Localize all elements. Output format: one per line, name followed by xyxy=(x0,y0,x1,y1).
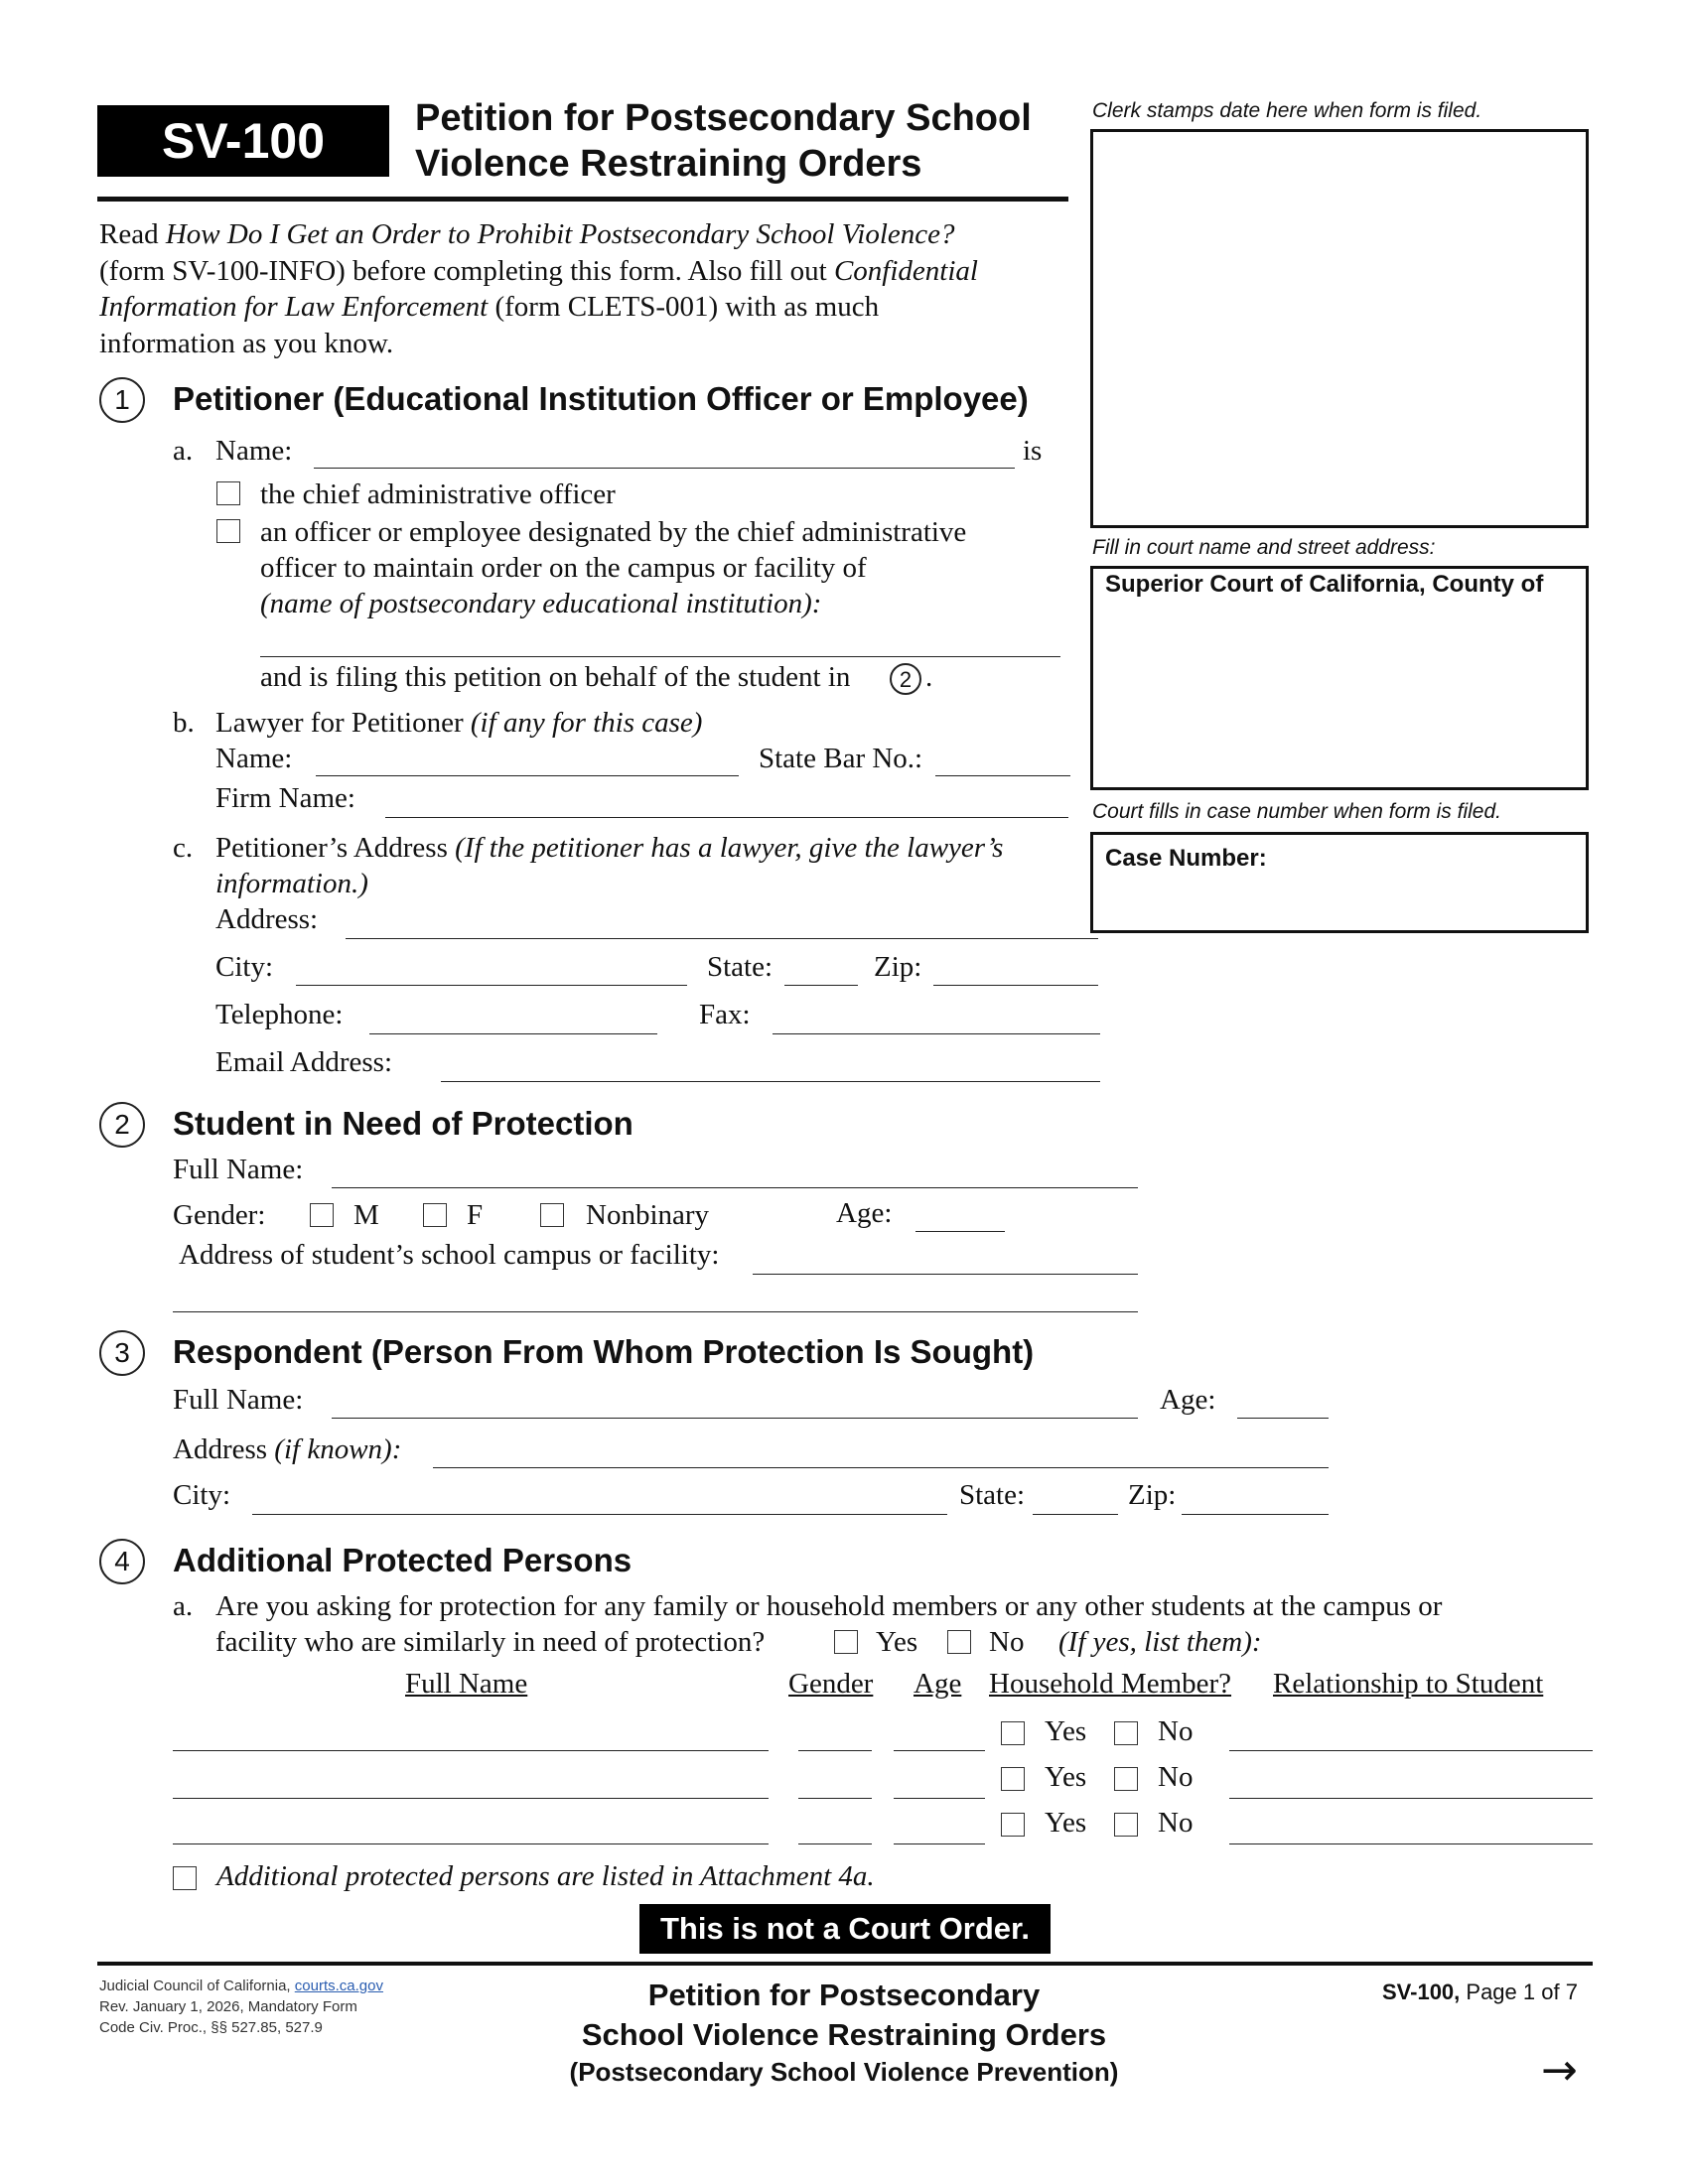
s1-a-is: is xyxy=(1023,435,1043,467)
person-2-name-field[interactable] xyxy=(173,1798,769,1799)
person-3-yes-label: Yes xyxy=(1045,1807,1087,1839)
s1-b-letter: b. xyxy=(173,707,195,739)
respondent-state-label: State: xyxy=(959,1479,1026,1511)
filing-ref-circle: 2 xyxy=(890,663,921,695)
respondent-state-field[interactable] xyxy=(1033,1514,1118,1515)
col-relationship: Relationship to Student xyxy=(1273,1668,1544,1700)
lawyer-title: Lawyer for Petitioner (if any for this case) xyxy=(215,707,703,739)
state-bar-field[interactable] xyxy=(935,775,1070,776)
person-2-relationship-field[interactable] xyxy=(1229,1798,1593,1799)
person-1-household-no-checkbox[interactable] xyxy=(1114,1721,1138,1745)
zip-field[interactable] xyxy=(933,985,1098,986)
student-gender-label: Gender: xyxy=(173,1199,266,1231)
section-3-number: 3 xyxy=(99,1330,145,1376)
person-1-name-field[interactable] xyxy=(173,1750,769,1751)
respondent-address-field[interactable] xyxy=(433,1467,1329,1468)
additional-list-hint: (If yes, list them): xyxy=(1058,1626,1262,1658)
form-id-block xyxy=(97,105,389,177)
col-full-name: Full Name xyxy=(405,1668,528,1700)
page-number: SV-100, Page 1 of 7 xyxy=(1382,1979,1578,2004)
s1-a-letter: a. xyxy=(173,435,194,467)
attachment-4a-checkbox[interactable] xyxy=(173,1866,197,1890)
person-3-household-no-checkbox[interactable] xyxy=(1114,1813,1138,1837)
email-label: Email Address: xyxy=(215,1046,393,1078)
header-rule xyxy=(97,197,1068,202)
person-3-age-field[interactable] xyxy=(894,1843,985,1844)
intro-text: Read How Do I Get an Order to Prohibit Postsecondary School Violence? (form SV-100-INFO) before completing this form. Also fill out Confidential Information for Law Enforcement (form CLETS-001) with as much information as you know. xyxy=(99,218,978,359)
person-3-household-yes-checkbox[interactable] xyxy=(1001,1813,1025,1837)
footer-title: Petition for Postsecondary School Violence Restraining Orders (Postsecondary School Violence Prevention) xyxy=(569,1978,1119,2087)
section-2-number: 2 xyxy=(99,1102,145,1148)
col-age: Age xyxy=(914,1668,962,1700)
additional-yes-label: Yes xyxy=(876,1626,918,1658)
campus-address-label: Address of student’s school campus or facility: xyxy=(179,1239,720,1271)
s1-a-name-label: Name: xyxy=(215,435,293,467)
state-label: State: xyxy=(707,951,774,983)
section-1-title: Petitioner (Educational Institution Officer or Employee) xyxy=(173,380,1029,417)
person-3-no-label: No xyxy=(1158,1807,1194,1839)
clerk-stamp-box[interactable] xyxy=(1090,129,1589,528)
city-field[interactable] xyxy=(296,985,687,986)
case-number-label: Court fills in case number when form is filed. xyxy=(1092,800,1501,823)
state-bar-label: State Bar No.: xyxy=(759,743,923,774)
person-1-household-yes-checkbox[interactable] xyxy=(1001,1721,1025,1745)
footer-rule xyxy=(97,1962,1593,1966)
institution-name-field[interactable] xyxy=(260,656,1060,657)
section-3-title: Respondent (Person From Whom Protection Is Sought) xyxy=(173,1333,1035,1370)
telephone-label: Telephone: xyxy=(215,999,344,1030)
courts-link[interactable]: courts.ca.gov xyxy=(294,1978,383,1994)
respondent-city-field[interactable] xyxy=(252,1514,947,1515)
person-2-household-no-checkbox[interactable] xyxy=(1114,1767,1138,1791)
court-name-box[interactable] xyxy=(1090,566,1589,790)
chief-officer-label: the chief administrative officer xyxy=(260,478,616,510)
case-number-box[interactable] xyxy=(1090,832,1589,933)
lawyer-name-field[interactable] xyxy=(316,775,739,776)
respondent-zip-label: Zip: xyxy=(1128,1479,1177,1511)
petitioner-name-field[interactable] xyxy=(314,468,1015,469)
respondent-age-field[interactable] xyxy=(1237,1418,1329,1419)
s1-c-letter: c. xyxy=(173,832,194,864)
respondent-address-label: Address (if known): xyxy=(173,1433,402,1465)
filing-end: . xyxy=(925,661,933,693)
section-1-number: 1 xyxy=(99,377,145,423)
designated-officer-checkbox[interactable] xyxy=(216,519,240,543)
email-field[interactable] xyxy=(441,1081,1100,1082)
gender-f-label: F xyxy=(467,1199,484,1231)
petitioner-address-title: Petitioner’s Address (If the petitioner has a lawyer, give the lawyer’s information.) xyxy=(215,832,1004,899)
person-3-relationship-field[interactable] xyxy=(1229,1843,1593,1844)
next-page-arrow-icon[interactable]: → xyxy=(1541,2045,1578,2096)
gender-m-label: M xyxy=(353,1199,379,1231)
gender-f-checkbox[interactable] xyxy=(423,1203,447,1227)
firm-name-label: Firm Name: xyxy=(215,782,355,814)
address-field[interactable] xyxy=(346,938,1098,939)
respondent-age-label: Age: xyxy=(1160,1384,1216,1416)
section-4-title: Additional Protected Persons xyxy=(173,1542,633,1578)
col-household: Household Member? xyxy=(989,1668,1232,1700)
court-name-label: Fill in court name and street address: xyxy=(1092,536,1436,559)
additional-yes-checkbox[interactable] xyxy=(834,1630,858,1654)
lawyer-name-label: Name: xyxy=(215,743,293,774)
telephone-field[interactable] xyxy=(369,1033,657,1034)
person-2-gender-field[interactable] xyxy=(798,1798,872,1799)
respondent-city-label: City: xyxy=(173,1479,231,1511)
clerk-stamp-label: Clerk stamps date here when form is filed. xyxy=(1092,99,1482,122)
respondent-name-label: Full Name: xyxy=(173,1384,304,1416)
section-4-number: 4 xyxy=(99,1539,145,1584)
respondent-zip-field[interactable] xyxy=(1182,1514,1329,1515)
firm-name-field[interactable] xyxy=(385,817,1068,818)
person-3-name-field[interactable] xyxy=(173,1843,769,1844)
person-2-no-label: No xyxy=(1158,1761,1194,1793)
designated-officer-label: an officer or employee designated by the chief administrative officer to maintain order on the campus or facility of (name of postsecondary educational institution): xyxy=(260,516,967,619)
not-court-order-banner: This is not a Court Order. xyxy=(639,1904,1051,1954)
city-label: City: xyxy=(215,951,274,983)
campus-address-field[interactable] xyxy=(753,1274,1138,1275)
filing-behalf-text: and is filing this petition on behalf of the student in xyxy=(260,661,851,693)
gender-nonbinary-checkbox[interactable] xyxy=(540,1203,564,1227)
person-2-yes-label: Yes xyxy=(1045,1761,1087,1793)
fax-label: Fax: xyxy=(699,999,751,1030)
form-id: SV-100 xyxy=(161,113,325,169)
person-1-gender-field[interactable] xyxy=(798,1750,872,1751)
student-full-name-label: Full Name: xyxy=(173,1154,304,1185)
state-field[interactable] xyxy=(784,985,858,986)
s4-question: Are you asking for protection for any family or household members or any other students at the campus or facility who are similarly in need of protection? xyxy=(215,1590,1443,1658)
gender-nonbinary-label: Nonbinary xyxy=(586,1199,710,1231)
gender-m-checkbox[interactable] xyxy=(310,1203,334,1227)
person-2-household-yes-checkbox[interactable] xyxy=(1001,1767,1025,1791)
col-gender: Gender xyxy=(788,1668,874,1700)
address-label: Address: xyxy=(215,903,319,935)
person-1-age-field[interactable] xyxy=(894,1750,985,1751)
student-full-name-field[interactable] xyxy=(332,1187,1138,1188)
attachment-4a-label: Additional protected persons are listed in Attachment 4a. xyxy=(216,1860,875,1892)
student-age-field[interactable] xyxy=(915,1231,1005,1232)
respondent-name-field[interactable] xyxy=(332,1418,1138,1419)
zip-label: Zip: xyxy=(874,951,922,983)
additional-no-label: No xyxy=(989,1626,1025,1658)
footer-meta: Judicial Council of California, courts.ca.gov Rev. January 1, 2026, Mandatory Form Code Civ. Proc., §§ 527.85, 527.9 xyxy=(99,1978,383,2036)
fax-field[interactable] xyxy=(773,1033,1100,1034)
s4-a-letter: a. xyxy=(173,1590,194,1622)
court-name-text: Superior Court of California, County of xyxy=(1105,571,1544,598)
student-age-label: Age: xyxy=(836,1197,893,1229)
case-number-text: Case Number: xyxy=(1105,845,1267,872)
campus-address-field-2[interactable] xyxy=(173,1311,1138,1312)
chief-officer-checkbox[interactable] xyxy=(216,481,240,505)
person-1-no-label: No xyxy=(1158,1715,1194,1747)
person-2-age-field[interactable] xyxy=(894,1798,985,1799)
section-2-title: Student in Need of Protection xyxy=(173,1105,633,1142)
person-1-yes-label: Yes xyxy=(1045,1715,1087,1747)
person-1-relationship-field[interactable] xyxy=(1229,1750,1593,1751)
additional-no-checkbox[interactable] xyxy=(947,1630,971,1654)
form-title: Petition for Postsecondary School Violence Restraining Orders xyxy=(415,97,1032,185)
person-3-gender-field[interactable] xyxy=(798,1843,872,1844)
